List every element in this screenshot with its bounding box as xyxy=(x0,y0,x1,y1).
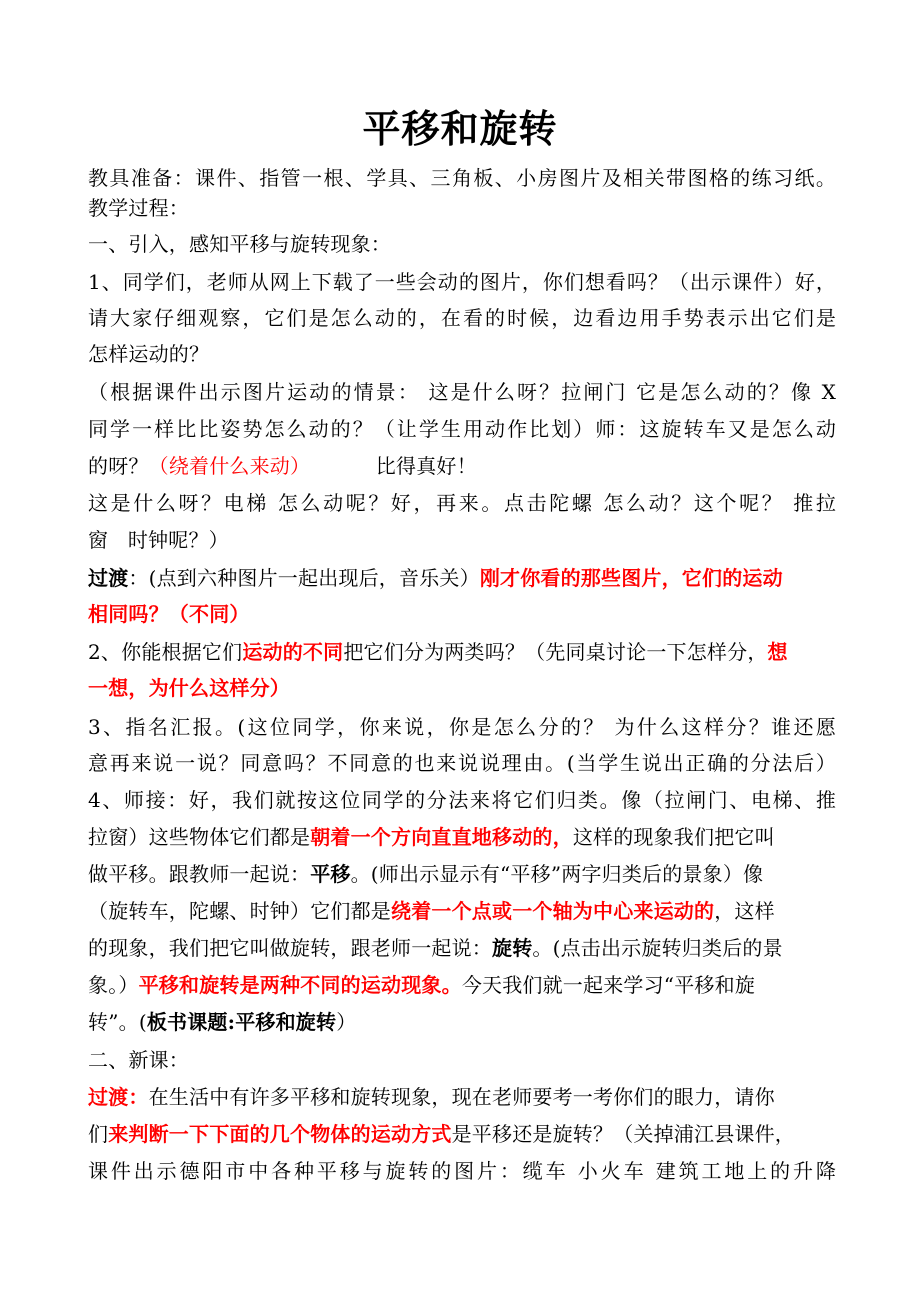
highlighted-text: 朝着一个方向直直地移动的， xyxy=(310,825,573,849)
text-line xyxy=(88,379,836,405)
text-segment: 教学过程： xyxy=(88,196,189,220)
text-segment: 的现象，我们把它叫做旋转，跟老师一起说： xyxy=(88,936,492,960)
text-line xyxy=(88,639,836,665)
text-segment: 。(点击出示旋转归类后的景 xyxy=(532,936,783,960)
text-segment: 平移 xyxy=(310,862,351,886)
text-segment: 今天我们就一起来学习“平移和旋 xyxy=(461,973,756,997)
text-segment: ，这样 xyxy=(714,899,775,923)
text-segment: 这样的现象我们把它叫 xyxy=(572,825,775,849)
text-line xyxy=(88,1084,836,1110)
text-line xyxy=(88,269,836,295)
text-line xyxy=(88,675,836,701)
highlighted-text: 刚才你看的那些图片，它们的运动 xyxy=(479,566,783,590)
text-line xyxy=(88,1009,836,1035)
text-line xyxy=(88,341,836,367)
document-title: 平移和旋转 xyxy=(362,107,558,151)
text-segment: 课件出示德阳市中各种平移与旋转的图片：缆车 小火车 建筑工地上的升降 xyxy=(88,1159,836,1183)
text-segment: 转”。( xyxy=(88,1010,147,1034)
text-segment: 怎样运动的？ xyxy=(88,342,210,366)
text-segment: 。(师出示显示有“平移”两字归类后的景象）像 xyxy=(350,862,764,886)
text-segment: （旋转车，陀螺、时钟）它们都是 xyxy=(88,899,391,923)
text-line xyxy=(88,601,836,627)
text-line xyxy=(88,453,836,479)
text-line xyxy=(88,195,836,221)
text-segment: ：(点到六种图片一起出现后，音乐关） xyxy=(128,566,480,590)
highlighted-text: 运动的不同 xyxy=(242,640,344,664)
text-line xyxy=(88,231,836,257)
text-segment: 在生活中有许多平移和旋转现象，现在老师要考一考你们的眼力，请你 xyxy=(148,1085,775,1109)
text-segment: 一、引入，感知平移与旋转现象： xyxy=(88,232,391,256)
text-segment: 二、新课： xyxy=(88,1048,189,1072)
text-segment: 拉窗）这些物体它们都是 xyxy=(88,825,311,849)
text-segment: （根据课件出示图片运动的情景： 这是什么呀？拉闸门 它是怎么动的？像 X xyxy=(88,380,836,404)
text-segment: 2、你能根据它们 xyxy=(88,640,243,664)
text-segment: 请大家仔细观察，它们是怎么动的，在看的时候，边看边用手势表示出它们是 xyxy=(88,306,836,330)
text-line xyxy=(88,527,836,553)
text-line xyxy=(88,972,836,998)
text-segment: 过渡 xyxy=(88,566,129,590)
text-segment: 把它们分为两类吗？（先同桌讨论一下怎样分， xyxy=(343,640,768,664)
highlighted-text: 一想，为什么这样分） xyxy=(88,676,290,700)
text-line xyxy=(88,750,836,776)
text-segment: 意再来说一说？同意吗？不同意的也来说说理由。(当学生说出正确的分法后） xyxy=(88,751,836,775)
highlighted-text: 平移和旋转是两种不同的运动现象。 xyxy=(138,973,462,997)
highlighted-text: 相同吗？（不同） xyxy=(88,602,250,626)
highlighted-text: 绕着一个点或一个轴为中心来运动的 xyxy=(391,899,715,923)
text-segment: 板书课题:平移和旋转 xyxy=(146,1010,337,1034)
text-line xyxy=(88,1158,836,1184)
text-segment: 比得真好！ xyxy=(310,454,477,478)
text-segment: 3、指名汇报。(这位同学，你来说，你是怎么分的？ 为什么这样分？谁还愿 xyxy=(88,715,836,739)
text-line xyxy=(88,305,836,331)
text-segment: ） xyxy=(336,1010,357,1034)
text-segment: 的呀？ xyxy=(88,454,149,478)
highlighted-text: 过渡： xyxy=(88,1085,149,1109)
text-segment: 这是什么呀？电梯 怎么动呢？好，再来。点击陀螺 怎么动？这个呢？ 推拉 xyxy=(88,491,836,515)
text-segment: 做平移。跟教师一起说： xyxy=(88,862,311,886)
text-line xyxy=(88,416,836,442)
text-line xyxy=(88,1121,836,1147)
text-line xyxy=(88,1047,836,1073)
text-segment: 4、师接：好，我们就按这位同学的分法来将它们归类。像（拉闸门、电梯、推 xyxy=(88,788,836,812)
text-segment: 窗 时钟呢？） xyxy=(88,528,229,552)
text-segment: 同学一样比比姿势怎么动的？（让学生用动作比划）师：这旋转车又是怎么动 xyxy=(88,417,836,441)
highlighted-text: 想 xyxy=(767,640,788,664)
highlighted-text: （绕着什么来动） xyxy=(148,454,311,478)
text-line xyxy=(88,165,836,191)
text-line xyxy=(88,861,836,887)
text-segment: 旋转 xyxy=(492,936,533,960)
text-line xyxy=(88,935,836,961)
text-segment: 是平移还是旋转？（关掉浦江县课件， xyxy=(451,1122,796,1146)
text-segment: 1、同学们，老师从网上下载了一些会动的图片，你们想看吗？（出示课件）好， xyxy=(88,270,836,294)
text-line xyxy=(88,787,836,813)
highlighted-text: 来判断一下下面的几个物体的运动方式 xyxy=(108,1122,452,1146)
text-line xyxy=(88,898,836,924)
text-segment: 们 xyxy=(88,1122,109,1146)
text-segment: 教具准备：课件、指管一根、学具、三角板、小房图片及相关带图格的练习纸。 xyxy=(88,166,836,190)
text-line xyxy=(88,714,836,740)
text-line xyxy=(88,490,836,516)
text-line xyxy=(88,565,836,591)
text-segment: 象。） xyxy=(88,973,139,997)
text-line xyxy=(88,824,836,850)
